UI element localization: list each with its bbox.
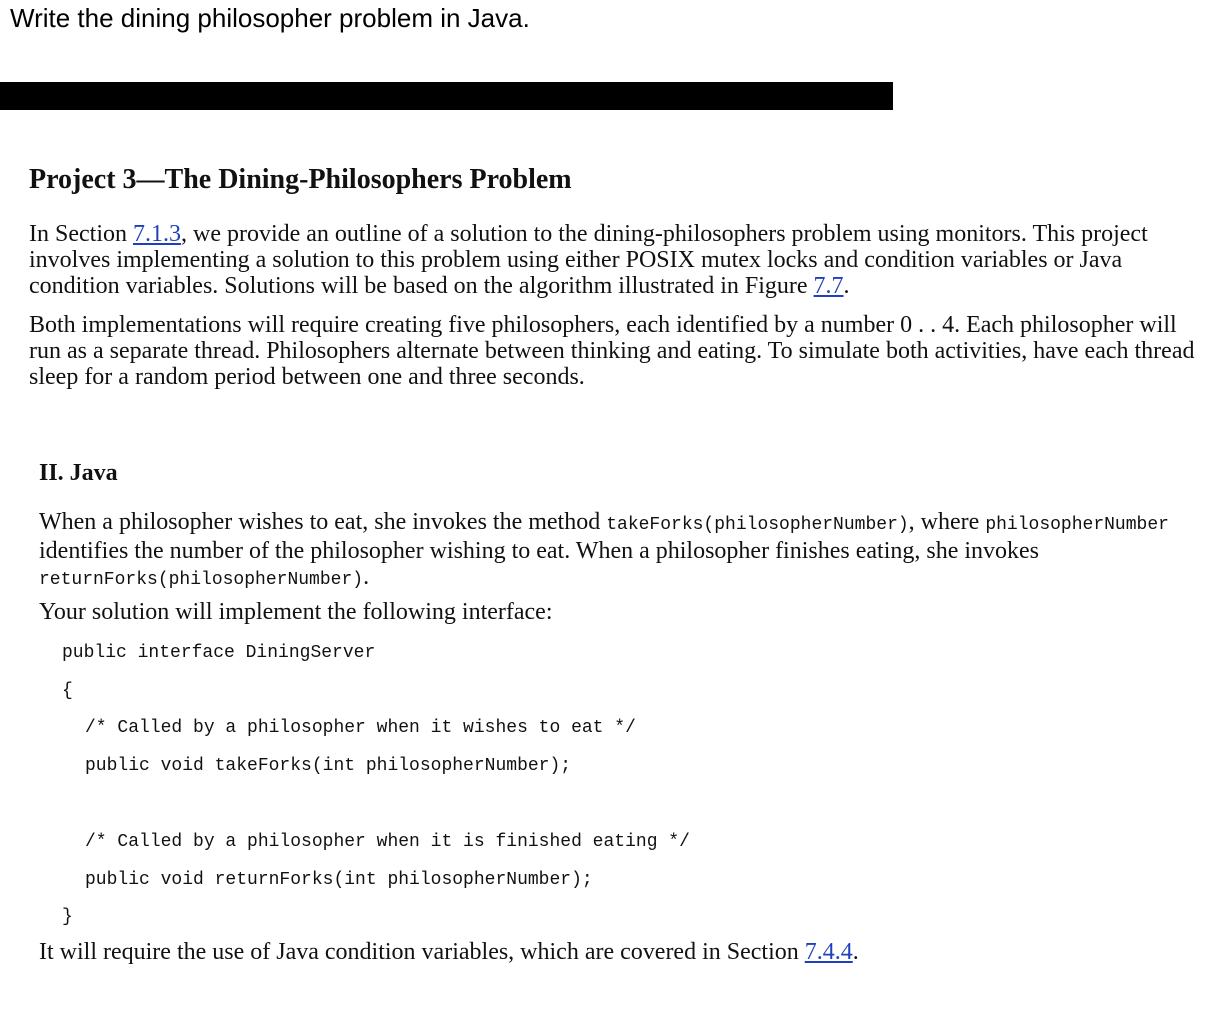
java-description-paragraph [39, 509, 1214, 593]
figure-7-7-link[interactable]: 7.7 [813, 273, 844, 299]
condition-variables-paragraph [39, 939, 1209, 965]
section-7-1-3-link[interactable]: 7.1.3 [132, 221, 181, 247]
intro-paragraph [29, 221, 1209, 299]
project-title: Project 3—The Dining-Philosophers Problem [29, 164, 572, 195]
condition-text-end: . [852, 939, 859, 965]
philosopher-number-code: philosopherNumber [985, 515, 1169, 535]
code-interface-declaration: public interface DiningServer [62, 643, 376, 663]
code-open-brace: { [62, 681, 73, 701]
condition-text-start: It will require the use of Java condition variables, which are covered in Section [39, 939, 805, 965]
code-take-forks-method: public void takeForks(int philosopherNumber); [85, 756, 572, 776]
code-close-brace: } [62, 907, 73, 927]
code-return-forks-method: public void returnForks(int philosopherNumber); [85, 870, 593, 890]
section-7-4-4-link[interactable]: 7.4.4 [804, 939, 853, 965]
java-text-4: . [363, 564, 370, 590]
code-comment-finished: /* Called by a philosopher when it is finished eating */ [85, 832, 690, 852]
implementation-paragraph: Both implementations will require creating five philosophers, each identified by a number 0 . . 4. Each philosopher will run as a separate thread. Philosophers alternate between thinking and eating. To simulate both activities, have each thread sleep for a random period between one and three seconds. [29, 312, 1195, 390]
code-comment-eat: /* Called by a philosopher when it wishes to eat */ [85, 718, 636, 738]
return-forks-code: returnForks(philosopherNumber) [39, 570, 364, 590]
java-text-2: , where [908, 509, 986, 535]
take-forks-code: takeForks(philosopherNumber) [606, 515, 909, 535]
intro-text-middle: , we provide an outline of a solution to the dining-philosophers problem using monitors. This project involves implementing a solution to this problem using either POSIX mutex locks and condition variables or Java condition variables. Solutions will be based on the algorithm illustrated in Figure [29, 221, 1148, 299]
java-text-1: When a philosopher wishes to eat, she invokes the method [39, 509, 607, 535]
interface-intro-paragraph: Your solution will implement the following interface: [39, 599, 553, 625]
intro-text-end: . [843, 273, 850, 299]
question-prompt: Write the dining philosopher problem in Java. [10, 3, 530, 33]
intro-text-start: In Section [29, 221, 133, 247]
redaction-bar [0, 82, 893, 110]
java-section-heading: II. Java [39, 460, 118, 486]
java-text-3: identifies the number of the philosopher wishing to eat. When a philosopher finishes eating, she invokes [39, 538, 1040, 564]
